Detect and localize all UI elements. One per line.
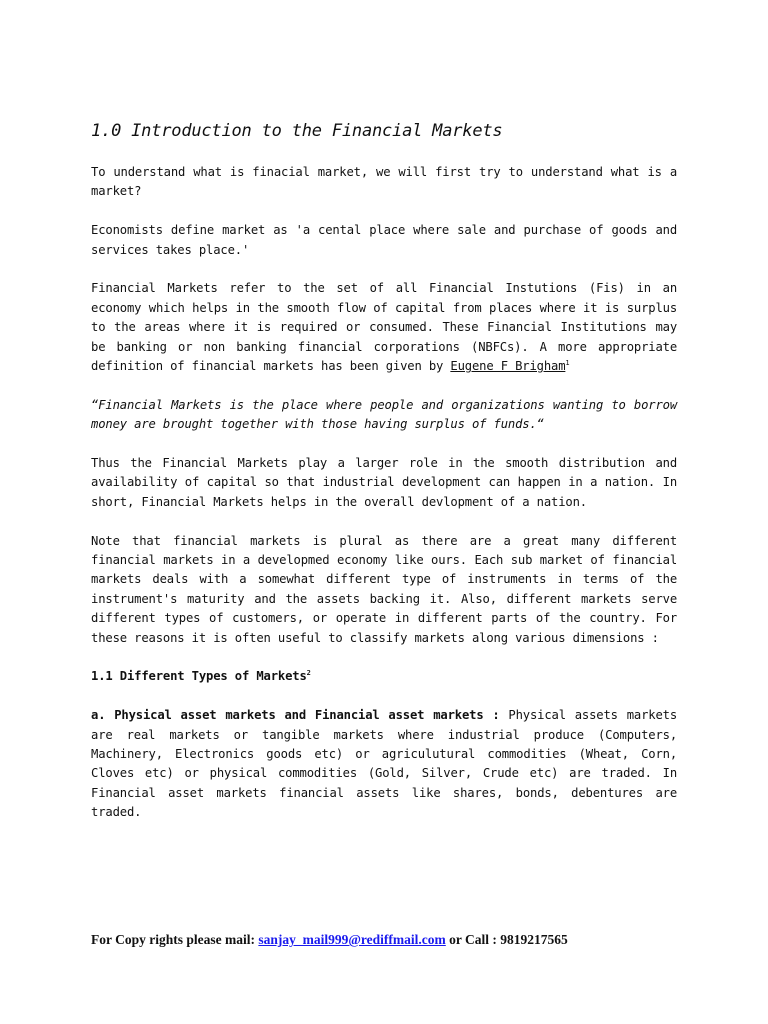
page-title: 1.0 Introduction to the Financial Markets (91, 121, 503, 141)
footnote-marker-2[interactable]: 2 (306, 669, 311, 678)
footer-suffix: or Call : 9819217565 (445, 932, 568, 947)
paragraph-market-definition: Economists define market as 'a cental place where sale and purchase of goods and services takes place.' (91, 223, 677, 257)
item-a-label: a. Physical asset markets and Financial asset markets : (91, 708, 500, 723)
section-heading-text: 1.1 Different Types of Markets (91, 669, 307, 684)
copyright-footer (91, 931, 568, 949)
paragraph-financial-markets (91, 279, 677, 376)
paragraph-market-question: To understand what is finacial market, we will first try to understand what is a market? (91, 165, 677, 199)
section-heading (91, 667, 677, 686)
footnote-marker-1[interactable]: 1 (565, 358, 570, 367)
item-a-paragraph (91, 706, 677, 822)
item-a-text: Physical assets markets are real markets or tangible markets where industrial produce (Computers, Machinery, Electronics goods etc) or agriculutural commodities (Wheat, Corn, Cloves etc) or physical commodities (Gold, Silver, Crude etc) are traded. In Financial asset markets financial assets like shares, bonds, debentures are traded. (91, 708, 678, 820)
email-link[interactable]: sanjay_mail999@rediffmail.com (258, 932, 446, 947)
footer-prefix: For Copy rights please mail: (91, 932, 259, 947)
brigham-link[interactable]: Eugene F Brigham (450, 359, 566, 374)
document-body (91, 118, 677, 842)
paragraph-financial-markets-text: Financial Markets refer to the set of all Financial Instutions (Fis) in an economy which helps in the smooth flow of capital from places where it is surplus to the areas where it is required or consumed. These Financial Institutions may be banking or non banking financial corporations (NBFCs). A more appropriate definition of financial markets has been given by (91, 281, 677, 374)
paragraph-plural-markets: Note that financial markets is plural as there are a great many different financial markets in a developmed economy like ours. Each sub market of financial markets deals with a somewhat different type of instruments in terms of the instrument's maturity and the assets backing it. Also, different markets serve different types of customers, or operate in different parts of the country. For these reasons it is often useful to classify markets along various dimensions : (91, 533, 677, 645)
paragraph-role: Thus the Financial Markets play a larger role in the smooth distribution and availability of capital so that industrial development can happen in a nation. In short, Financial Markets helps in the overall devlopment of a nation. (91, 456, 677, 509)
brigham-quote: “Financial Markets is the place where people and organizations wanting to borrow money are brought together with those having surplus of funds.“ (91, 397, 677, 432)
